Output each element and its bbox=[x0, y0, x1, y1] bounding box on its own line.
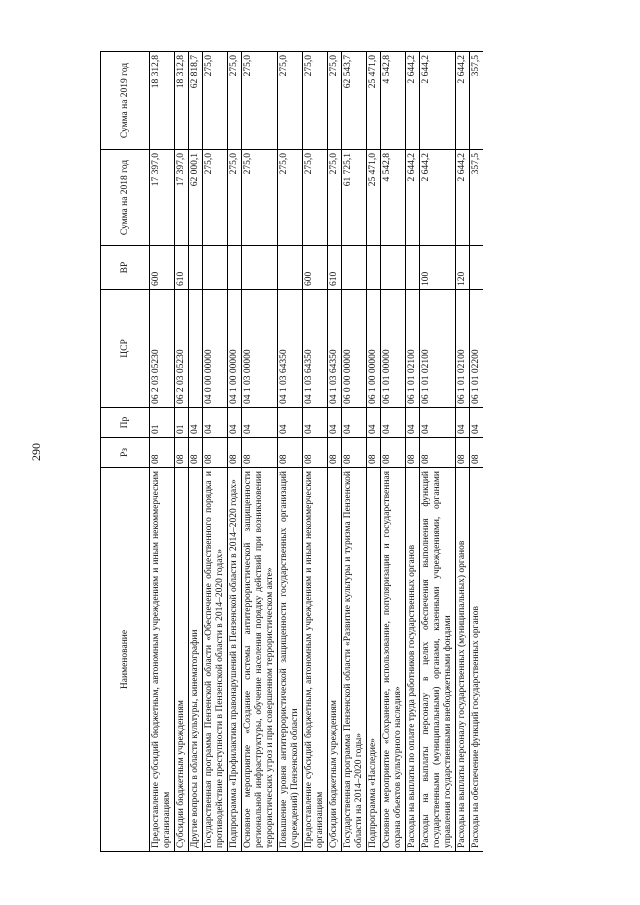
cell-sum-2018: 62 000,1 bbox=[189, 150, 203, 246]
cell-csr: 06 1 01 02100 bbox=[456, 290, 470, 408]
cell-rz: 08 bbox=[175, 438, 189, 468]
budget-table-container bbox=[100, 52, 540, 852]
table-row bbox=[203, 52, 228, 852]
cell-sum-2019: 4 542,8 bbox=[381, 52, 406, 150]
cell-sum-2019: 275,0 bbox=[278, 52, 303, 150]
table-row bbox=[175, 52, 189, 852]
cell-vr bbox=[189, 246, 203, 290]
cell-sum-2019: 2 644,2 bbox=[406, 52, 420, 150]
cell-vr bbox=[228, 246, 242, 290]
cell-pr: 04 bbox=[303, 408, 328, 438]
cell-rz: 08 bbox=[470, 438, 484, 468]
cell-rz: 08 bbox=[367, 438, 381, 468]
cell-pr: 04 bbox=[406, 408, 420, 438]
cell-sum-2019: 2 644,2 bbox=[420, 52, 456, 150]
cell-name: Расходы на выплаты по оплате труда работников государственных органов bbox=[406, 468, 420, 852]
cell-name: Основное мероприятие «Сохранение, использование, популяризация и государственная охрана объектов культурного наследия» bbox=[381, 468, 406, 852]
cell-vr: 610 bbox=[328, 246, 342, 290]
cell-sum-2018: 2 644,2 bbox=[456, 150, 470, 246]
cell-csr: 04 1 03 64350 bbox=[278, 290, 303, 408]
cell-pr: 01 bbox=[150, 408, 175, 438]
cell-name: Основное мероприятие «Создание системы антитеррористической защищенности региональной инфраструктуры, обучение населения порядку действий при возникновении террористических угроз и при совершенном террористическом акте» bbox=[242, 468, 278, 852]
cell-rz: 08 bbox=[303, 438, 328, 468]
table-header-row bbox=[101, 52, 150, 852]
cell-vr bbox=[342, 246, 367, 290]
cell-sum-2018: 2 644,2 bbox=[420, 150, 456, 246]
cell-pr: 04 bbox=[278, 408, 303, 438]
cell-csr: 06 0 00 00000 bbox=[342, 290, 367, 408]
cell-rz: 08 bbox=[328, 438, 342, 468]
cell-csr: 06 1 01 02200 bbox=[470, 290, 484, 408]
cell-vr: 600 bbox=[303, 246, 328, 290]
col-header-rz: Рз bbox=[101, 438, 150, 468]
cell-name: Предоставление субсидий бюджетным, автономным учреждениям и иным некоммерческим организациям bbox=[303, 468, 328, 852]
cell-vr: 100 bbox=[420, 246, 456, 290]
cell-rz: 08 bbox=[203, 438, 228, 468]
cell-vr bbox=[406, 246, 420, 290]
cell-name: Расходы на выплаты персоналу государственных (муниципальных) органов bbox=[456, 468, 470, 852]
cell-vr bbox=[278, 246, 303, 290]
cell-rz: 08 bbox=[420, 438, 456, 468]
cell-csr: 06 2 03 05230 bbox=[150, 290, 175, 408]
page-number: 290 bbox=[29, 443, 43, 461]
cell-vr bbox=[242, 246, 278, 290]
table-row bbox=[278, 52, 303, 852]
cell-csr: 04 1 03 64350 bbox=[328, 290, 342, 408]
budget-table bbox=[100, 51, 483, 852]
cell-vr bbox=[381, 246, 406, 290]
cell-sum-2018: 357,5 bbox=[470, 150, 484, 246]
cell-name: Подпрограмма «Наследие» bbox=[367, 468, 381, 852]
cell-rz: 08 bbox=[278, 438, 303, 468]
cell-pr: 04 bbox=[342, 408, 367, 438]
cell-sum-2019: 18 312,8 bbox=[150, 52, 175, 150]
cell-sum-2019: 18 312,8 bbox=[175, 52, 189, 150]
cell-sum-2018: 275,0 bbox=[303, 150, 328, 246]
cell-pr: 04 bbox=[420, 408, 456, 438]
col-header-vr: ВР bbox=[101, 246, 150, 290]
cell-sum-2018: 17 397,0 bbox=[150, 150, 175, 246]
cell-csr: 06 2 03 05230 bbox=[175, 290, 189, 408]
cell-sum-2018: 61 725,1 bbox=[342, 150, 367, 246]
cell-sum-2019: 2 644,2 bbox=[456, 52, 470, 150]
cell-pr: 04 bbox=[228, 408, 242, 438]
cell-name: Повышение уровня антитеррористической защищенности государственных организаций (учреждений) Пензенской области bbox=[278, 468, 303, 852]
cell-vr: 120 bbox=[456, 246, 470, 290]
table-row bbox=[381, 52, 406, 852]
cell-rz: 08 bbox=[150, 438, 175, 468]
cell-sum-2018: 275,0 bbox=[328, 150, 342, 246]
cell-sum-2019: 275,0 bbox=[303, 52, 328, 150]
table-row bbox=[150, 52, 175, 852]
cell-sum-2018: 275,0 bbox=[203, 150, 228, 246]
col-header-name: Наименование bbox=[101, 468, 150, 852]
col-header-pr: Пр bbox=[101, 408, 150, 438]
cell-sum-2019: 275,0 bbox=[328, 52, 342, 150]
table-row bbox=[328, 52, 342, 852]
cell-csr: 06 1 01 00000 bbox=[381, 290, 406, 408]
cell-sum-2018: 4 542,8 bbox=[381, 150, 406, 246]
cell-sum-2018: 17 397,0 bbox=[175, 150, 189, 246]
cell-csr: 06 1 00 00000 bbox=[367, 290, 381, 408]
cell-csr bbox=[189, 290, 203, 408]
cell-sum-2019: 275,0 bbox=[242, 52, 278, 150]
cell-name: Расходы на обеспечение функций государственных органов bbox=[470, 468, 484, 852]
cell-sum-2019: 357,5 bbox=[470, 52, 484, 150]
table-row bbox=[456, 52, 470, 852]
cell-csr: 06 1 01 02100 bbox=[406, 290, 420, 408]
table-row bbox=[228, 52, 242, 852]
cell-sum-2019: 62 818,7 bbox=[189, 52, 203, 150]
cell-csr: 06 1 01 02100 bbox=[420, 290, 456, 408]
table-row bbox=[470, 52, 484, 852]
table-row bbox=[189, 52, 203, 852]
cell-name: Предоставление субсидий бюджетным, автономным учреждениям и иным некоммерческим организациям bbox=[150, 468, 175, 852]
cell-name: Расходы на выплаты персоналу в целях обеспечения выполнения функций государственными (муниципальными) органами, казенными учреждениями, органами управления государственными внебюджетными фондами bbox=[420, 468, 456, 852]
cell-vr: 610 bbox=[175, 246, 189, 290]
cell-sum-2018: 275,0 bbox=[278, 150, 303, 246]
cell-pr: 04 bbox=[470, 408, 484, 438]
cell-pr: 01 bbox=[175, 408, 189, 438]
cell-sum-2018: 275,0 bbox=[228, 150, 242, 246]
cell-rz: 08 bbox=[456, 438, 470, 468]
cell-name: Государственная программа Пензенской области «Обеспечение общественного порядка и противодействие преступности в Пензенской области в 2014–2020 годах» bbox=[203, 468, 228, 852]
cell-vr: 600 bbox=[150, 246, 175, 290]
cell-csr: 04 1 03 64350 bbox=[303, 290, 328, 408]
col-header-sum-2019: Сумма на 2019 год bbox=[101, 52, 150, 150]
cell-sum-2018: 275,0 bbox=[242, 150, 278, 246]
cell-csr: 04 1 00 00000 bbox=[228, 290, 242, 408]
cell-vr bbox=[470, 246, 484, 290]
cell-name: Государственная программа Пензенской области «Развитие культуры и туризма Пензенской области на 2014–2020 годы» bbox=[342, 468, 367, 852]
cell-pr: 04 bbox=[242, 408, 278, 438]
cell-name: Субсидии бюджетным учреждениям bbox=[175, 468, 189, 852]
table-row bbox=[406, 52, 420, 852]
cell-sum-2018: 25 471,0 bbox=[367, 150, 381, 246]
table-row bbox=[303, 52, 328, 852]
cell-vr bbox=[367, 246, 381, 290]
cell-name: Другие вопросы в области культуры, кинематографии bbox=[189, 468, 203, 852]
cell-pr: 04 bbox=[381, 408, 406, 438]
cell-pr: 04 bbox=[328, 408, 342, 438]
cell-sum-2019: 275,0 bbox=[228, 52, 242, 150]
col-header-sum-2018: Сумма на 2018 год bbox=[101, 150, 150, 246]
cell-name: Подпрограмма «Профилактика правонарушений в Пензенской области в 2014–2020 годах» bbox=[228, 468, 242, 852]
cell-rz: 08 bbox=[381, 438, 406, 468]
table-row bbox=[342, 52, 367, 852]
cell-csr: 04 1 03 00000 bbox=[242, 290, 278, 408]
table-row bbox=[367, 52, 381, 852]
cell-csr: 04 0 00 00000 bbox=[203, 290, 228, 408]
cell-rz: 08 bbox=[189, 438, 203, 468]
cell-rz: 08 bbox=[228, 438, 242, 468]
cell-sum-2019: 62 543,7 bbox=[342, 52, 367, 150]
cell-rz: 08 bbox=[242, 438, 278, 468]
cell-vr bbox=[203, 246, 228, 290]
cell-pr: 04 bbox=[203, 408, 228, 438]
col-header-csr: ЦСР bbox=[101, 290, 150, 408]
cell-sum-2019: 275,0 bbox=[203, 52, 228, 150]
cell-sum-2019: 25 471,0 bbox=[367, 52, 381, 150]
table-body bbox=[150, 52, 484, 852]
cell-rz: 08 bbox=[406, 438, 420, 468]
cell-name: Субсидии бюджетным учреждениям bbox=[328, 468, 342, 852]
table-row bbox=[242, 52, 278, 852]
cell-sum-2018: 2 644,2 bbox=[406, 150, 420, 246]
table-row bbox=[420, 52, 456, 852]
cell-rz: 08 bbox=[342, 438, 367, 468]
cell-pr: 04 bbox=[367, 408, 381, 438]
cell-pr: 04 bbox=[456, 408, 470, 438]
cell-pr: 04 bbox=[189, 408, 203, 438]
